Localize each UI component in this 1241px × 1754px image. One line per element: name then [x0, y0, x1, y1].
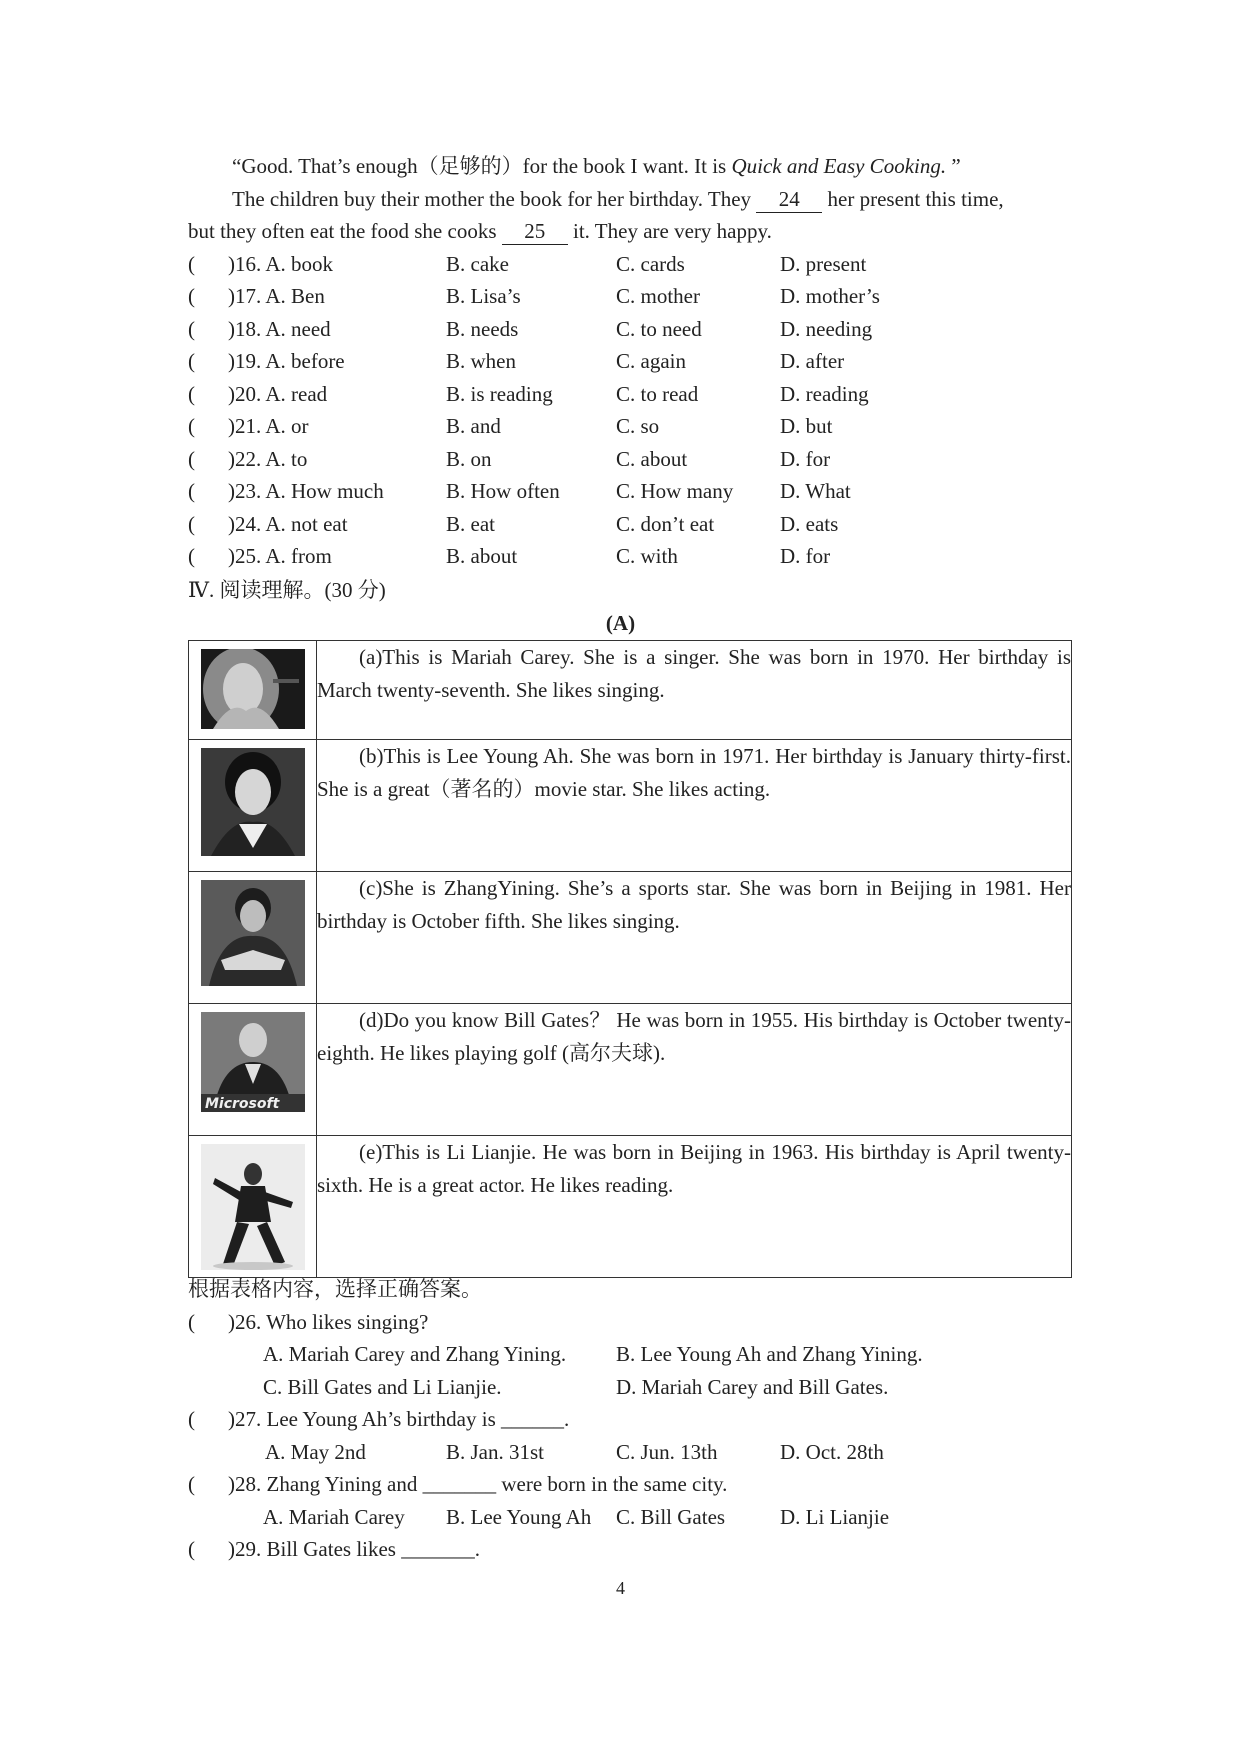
blank-25: 25: [502, 218, 568, 245]
table-row: [189, 740, 1072, 872]
celebrity-text: (e)This is Li Lianjie. He was born in Beijing in 1963. His birthday is April twenty-sixth. He is a great actor. He likes reading.: [317, 1136, 1072, 1278]
question-17: ( )17. A. Ben B. Lisa’s C. mother D. mother’s: [188, 284, 880, 308]
li-lianjie-photo: [201, 1144, 305, 1270]
option-c: C. Bill Gates: [616, 1505, 726, 1529]
table-row: [189, 1136, 1072, 1278]
option-d: D. Mariah Carey and Bill Gates.: [616, 1375, 889, 1399]
option-c: C. Bill Gates and Li Lianjie.: [263, 1375, 502, 1399]
question-21: ( )21. A. or B. and C. so D. but: [188, 414, 833, 438]
question-28: ( )28. Zhang Yining and _______ were born in the same city.: [188, 1472, 728, 1496]
question-27: ( )27. Lee Young Ah’s birthday is ______.: [188, 1407, 570, 1431]
question-16: ( )16. A. book B. cake C. cards D. present: [188, 252, 867, 276]
option-a: A. May 2nd: [265, 1440, 366, 1464]
question-26-options-ab: [188, 1338, 1088, 1370]
question-26-options-cd: [188, 1371, 1088, 1403]
celebrity-text: (b)This is Lee Young Ah. She was born in 1971. Her birthday is January thirty-first. She is a great（著名的）movie star. She likes acting.: [317, 740, 1072, 872]
option-c: C. Jun. 13th: [616, 1440, 718, 1464]
celebrity-text: (a)This is Mariah Carey. She is a singer. She was born in 1970. Her birthday is March twenty-seventh. She likes singing.: [317, 641, 1072, 740]
passage-line-2: The children buy their mother the book for her birthday. They 24 her present this time,: [232, 187, 1004, 211]
photo-cell: [189, 740, 317, 872]
zhang-yining-photo: [201, 880, 305, 986]
question-26: ( )26. Who likes singing?: [188, 1310, 429, 1334]
mariah-carey-photo: [201, 649, 305, 729]
section-title: Ⅳ. 阅读理解。(30 分): [188, 578, 386, 602]
celebrity-table: [188, 640, 1072, 1278]
question-28-options: [188, 1501, 1088, 1533]
question-19: ( )19. A. before B. when C. again D. after: [188, 349, 845, 373]
question-25: ( )25. A. from B. about C. with D. for: [188, 544, 831, 568]
photo-cell: [189, 1004, 317, 1136]
bill-gates-photo: [201, 1012, 305, 1112]
option-b: B. Lee Young Ah and Zhang Yining.: [616, 1342, 923, 1366]
question-23: ( )23. A. How much B. How often C. How many D. What: [188, 479, 851, 503]
microsoft-label: Microsoft: [204, 1096, 279, 1112]
photo-cell: [189, 1136, 317, 1278]
celebrity-text: (d)Do you know Bill Gates？ He was born in 1955. His birthday is October twenty-eighth. He likes playing golf (高尔夫球).: [317, 1004, 1072, 1136]
option-b: B. Jan. 31st: [446, 1440, 545, 1464]
table-title: (A): [605, 611, 636, 635]
option-b: B. Lee Young Ah: [446, 1505, 592, 1529]
page-number: 4: [616, 1578, 625, 1598]
question-22: ( )22. A. to B. on C. about D. for: [188, 447, 831, 471]
question-24: ( )24. A. not eat B. eat C. don’t eat D. eats: [188, 512, 839, 536]
option-a: A. Mariah Carey: [263, 1505, 405, 1529]
passage-line-1: “Good. That’s enough（足够的）for the book I want. It is Quick and Easy Cooking. ”: [232, 154, 961, 178]
blank-24: 24: [756, 186, 822, 213]
question-27-options: [188, 1436, 1088, 1468]
table-row: [189, 872, 1072, 1004]
book-title: Quick and Easy Cooking.: [731, 154, 947, 178]
photo-cell: [189, 641, 317, 740]
question-20: ( )20. A. read B. is reading C. to read D. reading: [188, 382, 869, 406]
table-row: [189, 641, 1072, 740]
option-d: D. Oct. 28th: [780, 1440, 884, 1464]
celebrity-text: (c)She is ZhangYining. She’s a sports star. She was born in Beijing in 1981. Her birthday is October fifth. She likes singing.: [317, 872, 1072, 1004]
question-18: ( )18. A. need B. needs C. to need D. needing: [188, 317, 873, 341]
table-row: [189, 1004, 1072, 1136]
instruction: 根据表格内容，选择正确答案。: [188, 1277, 482, 1301]
passage-line-3: but they often eat the food she cooks 25 it. They are very happy.: [188, 219, 772, 243]
option-a: A. Mariah Carey and Zhang Yining.: [263, 1342, 567, 1366]
lee-young-ah-photo: [201, 748, 305, 856]
question-29: ( )29. Bill Gates likes _______.: [188, 1537, 480, 1561]
option-d: D. Li Lianjie: [780, 1505, 890, 1529]
photo-cell: [189, 872, 317, 1004]
